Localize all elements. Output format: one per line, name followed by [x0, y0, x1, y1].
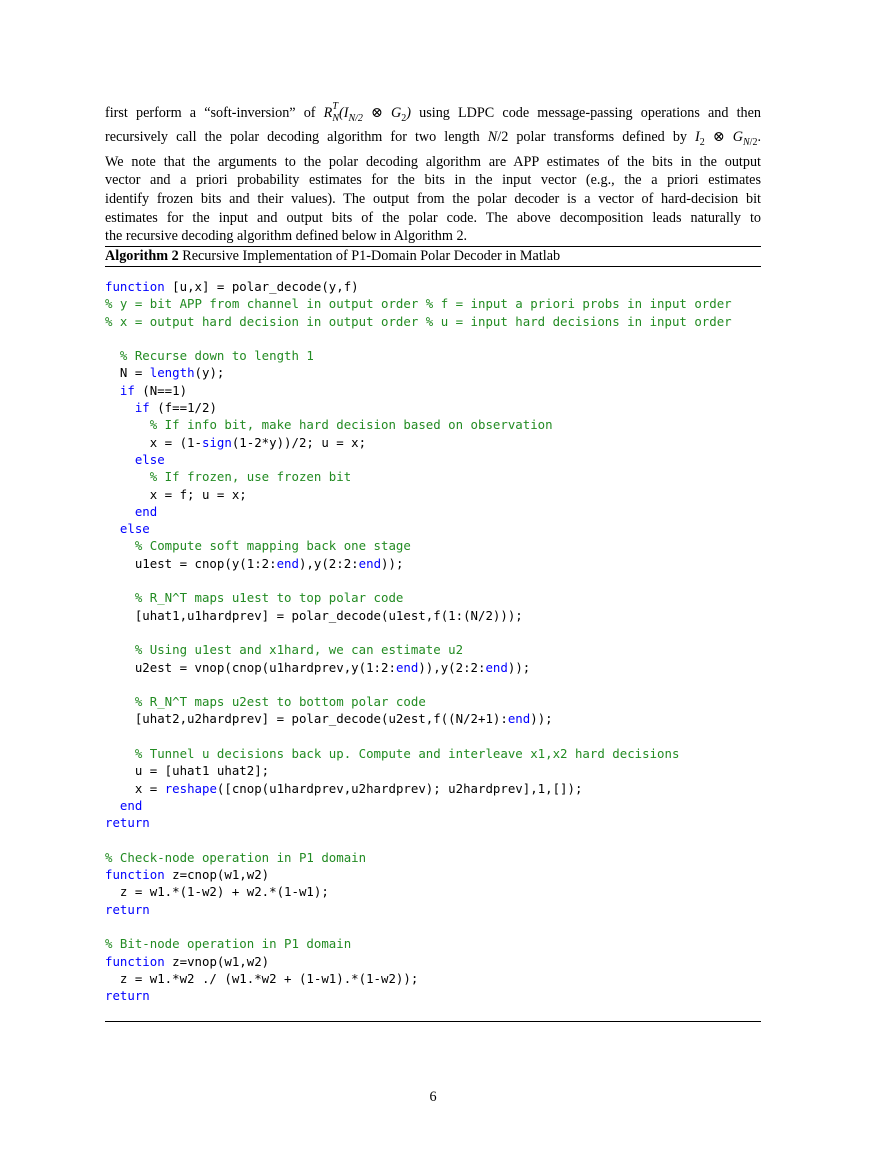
code-line [105, 902, 150, 917]
code-comment: % y = bit APP from channel in output order % f = input a priori probs in input order [105, 296, 732, 312]
algorithm-bottom-rule [105, 1021, 761, 1022]
code-line [105, 815, 150, 830]
code-keyword: return [105, 815, 150, 831]
code-comment: % R_N^T maps u2est to bottom polar code [134, 694, 426, 710]
paragraph-line-7: the recursive decoding algorithm defined below in Algorithm 2. [105, 228, 468, 245]
code-keyword: end [507, 711, 531, 727]
code-keyword: end [119, 797, 143, 813]
code-line [105, 746, 679, 761]
code-line [105, 590, 403, 605]
code-line: x = f; u = x; [105, 486, 247, 502]
code-keyword: else [119, 521, 150, 537]
code-line: x = (1-sign(1-2*y))/2; u = x; [105, 434, 367, 450]
code-comment: % If info bit, make hard decision based on observation [149, 417, 553, 433]
code-comment: % Tunnel u decisions back up. Compute and interleave x1,x2 hard decisions [134, 746, 680, 762]
algorithm-title: Recursive Implementation of P1-Domain Polar Decoder in Matlab [182, 248, 561, 264]
code-line: function z=cnop(w1,w2) [105, 867, 270, 883]
code-line [105, 936, 351, 951]
code-keyword: else [134, 451, 165, 467]
paragraph-line-3: We note that the arguments to the polar decoding algorithm are APP estimates of the bits in the output [105, 153, 761, 170]
code-comment: % x = output hard decision in output order % u = input hard decisions in input order [105, 313, 732, 329]
code-keyword: end [395, 659, 419, 675]
code-line [105, 694, 426, 709]
paragraph-line-6: estimates for the input and output bits of the polar code. The above decomposition leads naturally to [105, 209, 761, 226]
code-keyword: if [119, 382, 135, 398]
body-paragraph [105, 101, 762, 246]
code-keyword: end [485, 659, 508, 675]
code-line: u = [uhat1 uhat2]; [105, 763, 270, 779]
code-line [105, 348, 314, 363]
code-line [105, 452, 165, 467]
code-line [105, 417, 553, 432]
code-line: function [u,x] = polar_decode(y,f) [105, 279, 359, 294]
code-line: u2est = vnop(cnop(u1hardprev,y(1:2:end)),y(2:2:end)); [105, 659, 531, 675]
code-line [105, 521, 150, 536]
algorithm-label: Algorithm 2 [105, 248, 179, 264]
code-line: u1est = cnop(y(1:2:end),y(2:2:end)); [105, 555, 404, 571]
code-line [105, 798, 142, 813]
code-line: x = reshape([cnop(u1hardprev,u2hardprev); u2hardprev],1,[]); [105, 780, 583, 796]
code-comment: % Recurse down to length 1 [119, 348, 314, 364]
code-comment: % Check-node operation in P1 domain [105, 849, 367, 865]
code-keyword: function [105, 867, 165, 883]
code-line: function z=vnop(w1,w2) [105, 953, 270, 969]
code-line: if (f==1/2) [134, 400, 217, 416]
code-keyword: end [134, 503, 158, 519]
code-keyword: function [105, 953, 165, 969]
code-line [105, 504, 157, 519]
code-keyword: return [105, 901, 150, 917]
code-line: [uhat2,u2hardprev] = polar_decode(u2est,f((N/2+1):end)); [105, 711, 553, 727]
code-keyword: reshape [164, 780, 217, 796]
algorithm-block [105, 246, 761, 1004]
code-comment: % R_N^T maps u1est to top polar code [134, 590, 404, 606]
code-line: [uhat1,u1hardprev] = polar_decode(u1est,f(1:(N/2))); [105, 607, 523, 623]
code-line [105, 988, 150, 1003]
code-comment: % Bit-node operation in P1 domain [105, 936, 352, 952]
code-line [105, 642, 463, 657]
matlab-code-listing [105, 267, 761, 1004]
code-keyword: end [358, 555, 382, 571]
algorithm-caption [105, 247, 761, 265]
code-line: z = w1.*w2 ./ (w1.*w2 + (1-w1).*(1-w2)); [105, 970, 419, 986]
paragraph-line-5: identify frozen bits and their values). The output from the polar decoder is a vector of hard-decision bit [105, 191, 761, 208]
paragraph-line-2: recursively call the polar decoding algorithm for two length N/2 polar transforms defined by $I_2$ ⊗ $G_{N/2}$. [105, 129, 761, 149]
code-line: if (N==1) [119, 382, 188, 398]
code-line [105, 538, 411, 553]
code-comment: % Using u1est and x1hard, we can estimate u2 [134, 642, 464, 658]
code-line: z = w1.*(1-w2) + w2.*(1-w1); [105, 884, 329, 900]
code-comment: % If frozen, use frozen bit [149, 469, 352, 485]
paragraph-line-1: first perform a “soft-inversion” of R T $N(I_{N/2}$ ⊗ $G_2$) using LDPC code message-passing operations and then [105, 101, 762, 124]
paragraph-line-4: vector and a priori probability estimates for the bits in the input vector (e.g., the a priori estimates [105, 172, 761, 189]
code-keyword: function [105, 279, 165, 294]
code-comment: % Compute soft mapping back one stage [134, 538, 411, 554]
code-keyword: end [276, 555, 299, 571]
page-number: 6 [429, 1089, 437, 1105]
code-line [105, 469, 351, 484]
code-line: N = length(y); [105, 365, 225, 381]
code-keyword: sign [201, 434, 232, 450]
code-line [105, 850, 366, 865]
code-keyword: length [149, 365, 195, 381]
code-line [105, 314, 732, 329]
math-rnt: R T $N(I_{N/2}$ ⊗ $G_2$) [323, 101, 412, 124]
code-line [105, 296, 732, 311]
code-keyword: if [134, 400, 150, 416]
code-keyword: return [105, 988, 150, 1004]
